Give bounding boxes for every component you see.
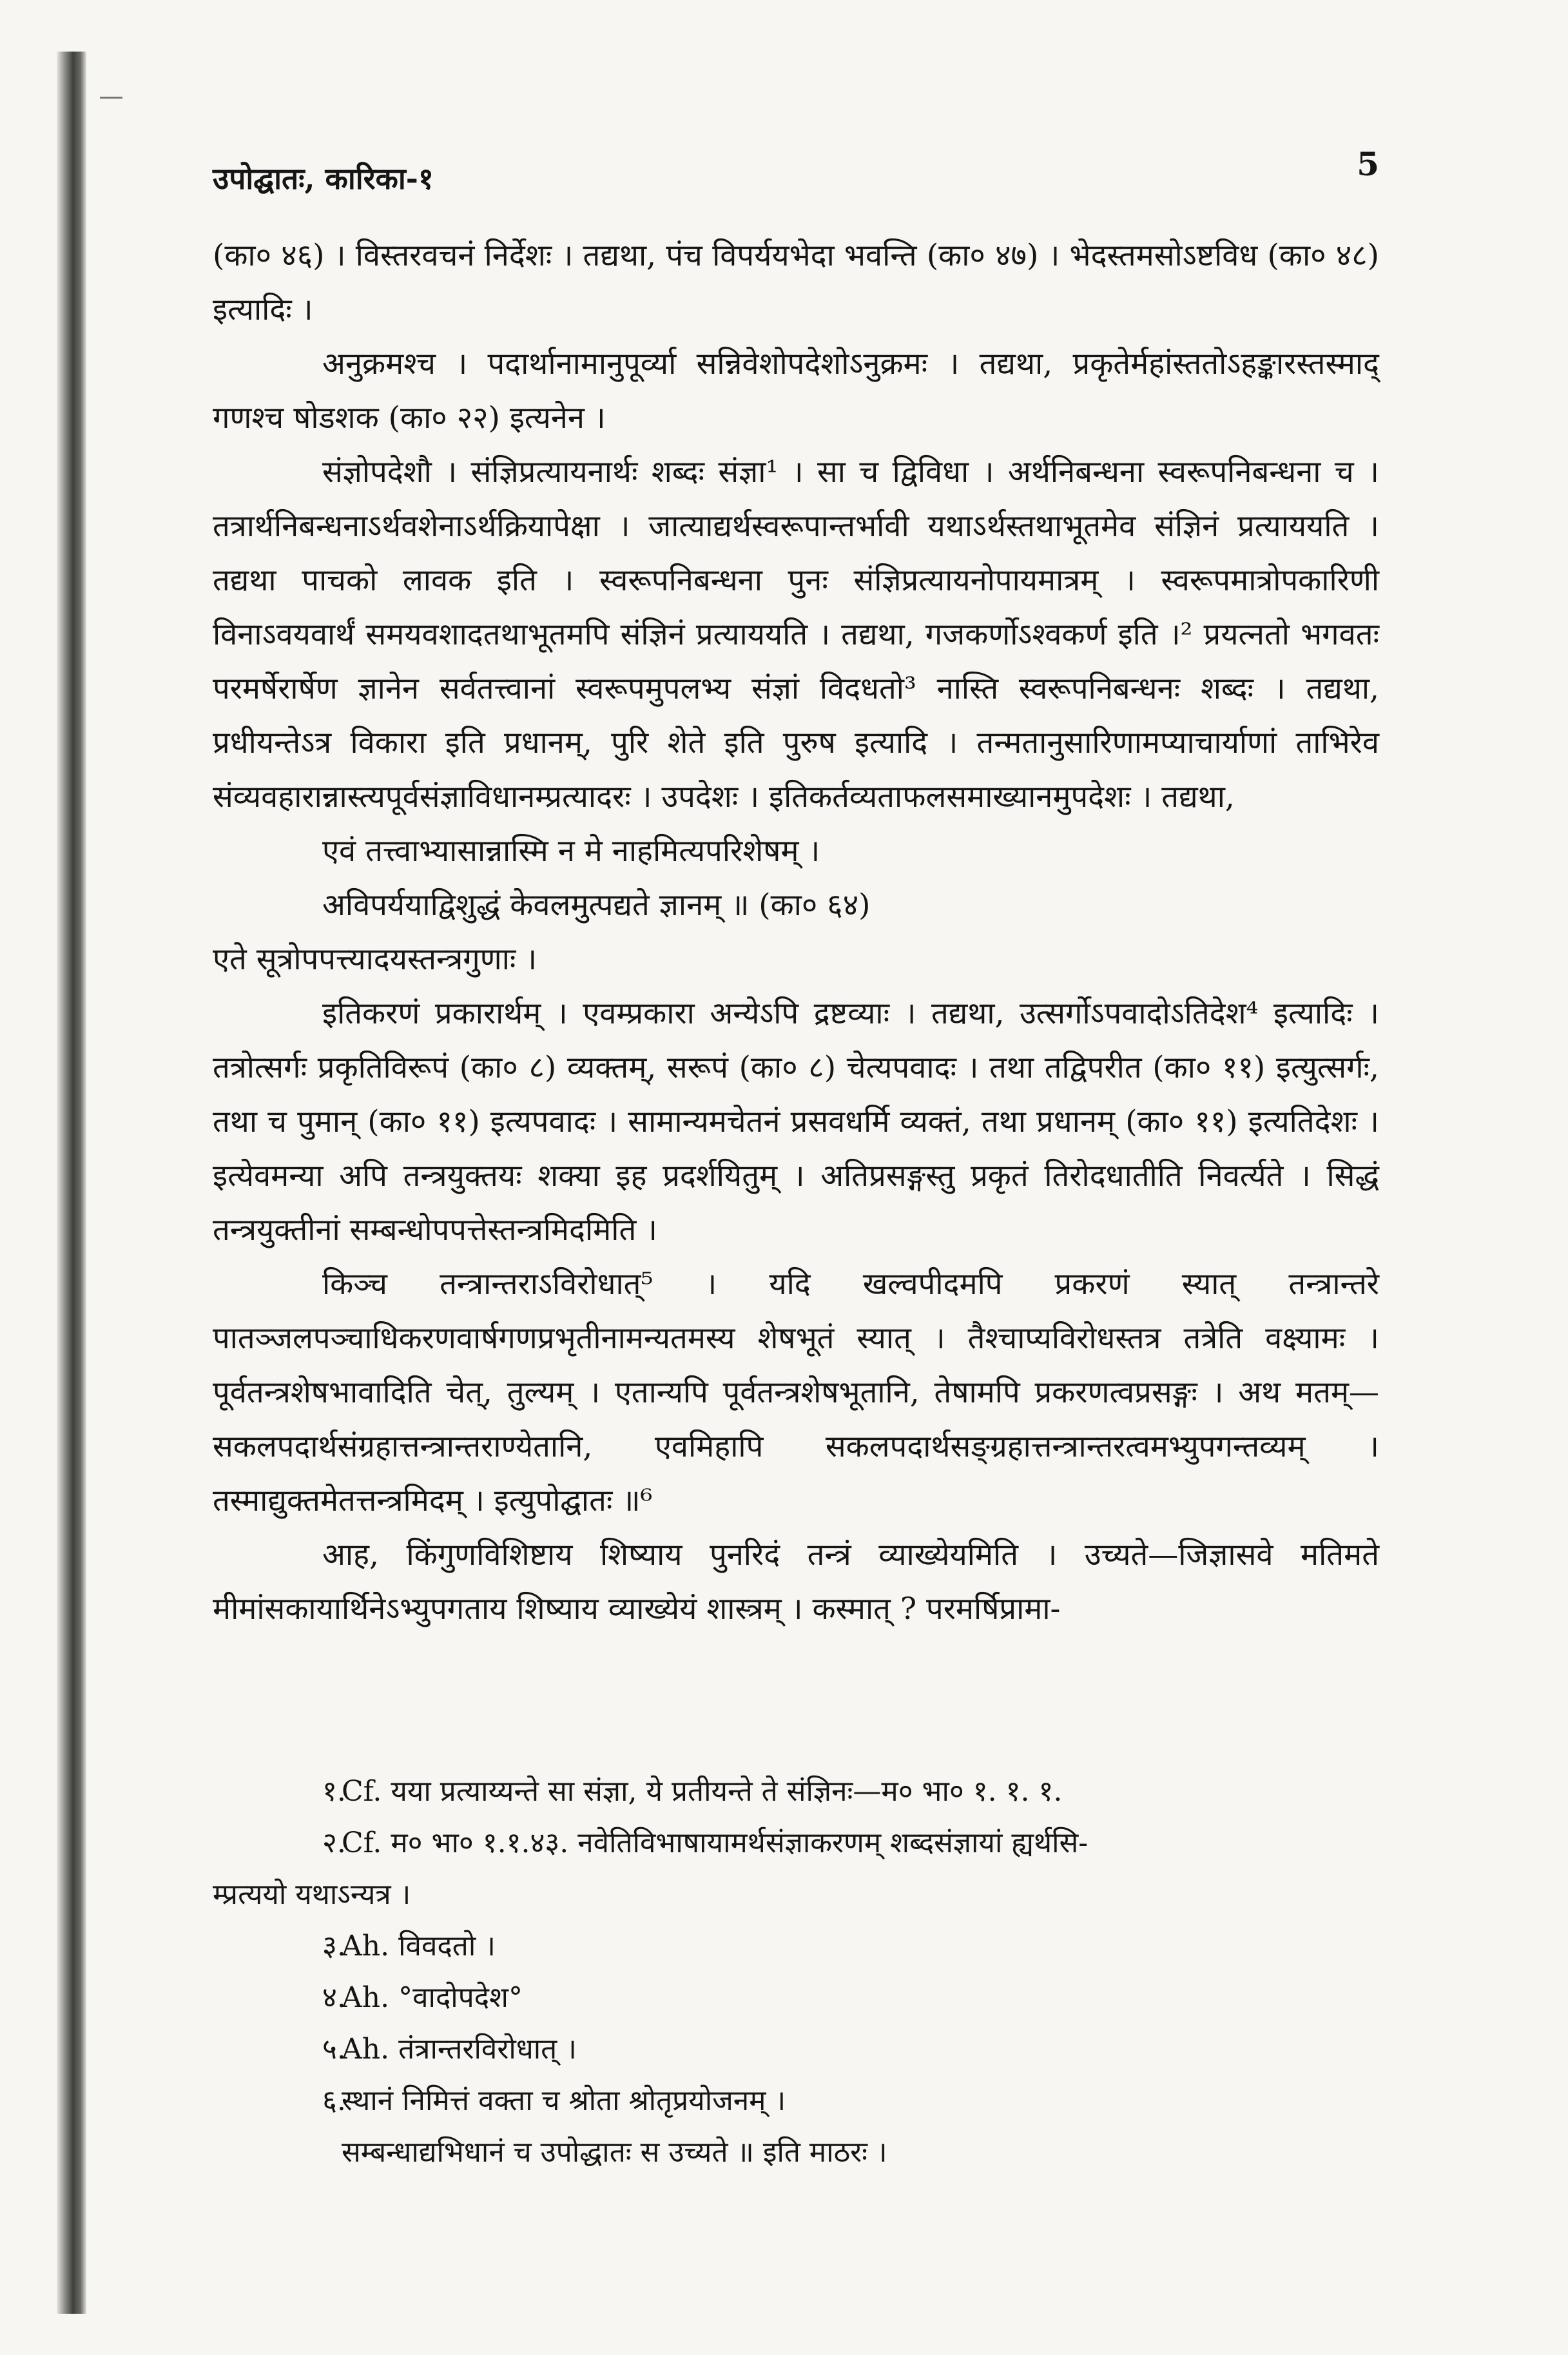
footnote-text: Cf. यया प्रत्याय्यन्ते सा संज्ञा, ये प्रतीयन्ते ते संज्ञिनः—म० भा० १. १. १. <box>342 1775 1063 1808</box>
paragraph: अनुक्रमश्च । पदार्थानामानुपूर्व्या सन्निवेशोपदेशोऽनुक्रमः । तद्यथा, प्रकृतेर्महांस्ततोऽहङ्कारस्तस्माद् गणश्च षोडशक (का० २२) इत्यनेन । <box>213 346 1379 436</box>
page-header <box>213 145 1379 209</box>
paragraph: संज्ञोपदेशौ । संज्ञिप्रत्यायनार्थः शब्दः संज्ञा¹ । सा च द्विविधा । अर्थनिबन्धना स्वरूपनिबन्धना च । तत्रार्थनिबन्धनाऽर्थवशेनाऽर्थक्रियापेक्षा । जात्याद्यर्थस्वरूपान्तर्भावी यथाऽर्थस्तथाभूतमेव संज्ञिनं प्रत्याययति । तद्यथा पाचको लावक इति । स्वरूपनिबन्धना पुनः संज्ञिप्रत्यायनोपायमात्रम् । स्वरूपमात्रोपकारिणी विनाऽवयवार्थं समयवशादतथाभूतमपि संज्ञिनं प्रत्याययति । तद्यथा, गजकर्णोऽश्वकर्ण इति ।² प्रयत्नतो भगवतः परमर्षेरार्षेण ज्ञानेन सर्वतत्त्वानां स्वरूपमुपलभ्य संज्ञां विदधतो³ नास्ति स्वरूपनिबन्धनः शब्दः । तद्यथा, प्रधीयन्तेऽत्र विकारा इति प्रधानम्, पुरि शेते इति पुरुष इत्यादि । तन्मतानुसारिणामप्याचार्याणां ताभिरेव संव्यवहारान्नास्त्यपूर्वसंज्ञाविधानम्प्रत्यादरः । उपदेशः । इतिकर्तव्यताफलसमाख्यानमुपदेशः । तद्यथा, <box>213 454 1379 815</box>
footnote-text: Ah. °वादोपदेश° <box>342 1981 523 2014</box>
footnote <box>213 2024 1379 2075</box>
footnote-number: ५. <box>322 2033 346 2066</box>
footnote-text: स्थानं निमित्तं वक्ता च श्रोता श्रोतृप्रयोजनम् । <box>342 2084 786 2117</box>
paragraph: किञ्च तन्त्रान्तराऽविरोधात्⁵ । यदि खल्वपीदमपि प्रकरणं स्यात् तन्त्रान्तरे पातञ्जलपञ्चाधिकरणवार्षगणप्रभृतीनामन्यतमस्य शेषभूतं स्यात् । तैश्चाप्यविरोधस्तत्र तत्रेति वक्ष्यामः । पूर्वतन्त्रशेषभावादिति चेत्, तुल्यम् । एतान्यपि पूर्वतन्त्रशेषभूतानि, तेषामपि प्रकरणत्वप्रसङ्गः । अथ मतम्—सकलपदार्थसंग्रहात्तन्त्रान्तराण्येतानि, एवमिहापि सकलपदार्थसङ्ग्रहात्तन्त्रान्तरत्वमभ्युपगन्तव्यम् । तस्माद्युक्तमेतत्तन्त्रमिदम् । इत्युपोद्घातः ॥⁶ <box>213 1266 1379 1518</box>
footnote <box>213 1972 1379 2024</box>
footnote-text: Ah. तंत्रान्तरविरोधात् । <box>342 2033 577 2066</box>
footnote-number: २. <box>322 1827 346 1859</box>
footnote <box>213 1921 1379 1972</box>
footnote <box>213 2075 1379 2127</box>
footnote-text: Cf. म० भा० १.१.४३. नवेतिविभाषायामर्थसंज्ञाकरणम् शब्दसंज्ञायां ह्यर्थसि- <box>342 1827 1089 1859</box>
footnote-number: ४. <box>322 1981 346 2014</box>
page-number: 5 <box>1357 145 1379 183</box>
footnotes <box>213 1766 1379 2178</box>
footnote-text: Ah. विवदतो । <box>342 1930 496 1963</box>
footnote <box>213 1817 1379 1869</box>
running-title: उपोद्घातः, कारिका-१ <box>213 161 434 196</box>
verse-line: अविपर्ययाद्विशुद्धं केवलमुत्पद्यते ज्ञानम् ॥ (का० ६४) <box>322 887 871 923</box>
paragraph: इतिकरणं प्रकारार्थम् । एवम्प्रकारा अन्येऽपि द्रष्टव्याः । तद्यथा, उत्सर्गोऽपवादोऽतिदेश⁴ इत्यादिः । तत्रोत्सर्गः प्रकृतिविरूपं (का० ८) व्यक्तम्, सरूपं (का० ८) चेत्यपवादः । तथा तद्विपरीत (का० ११) इत्युत्सर्गः, तथा च पुमान् (का० ११) इत्यपवादः । सामान्यमचेतनं प्रसवधर्मि व्यक्तं, तथा प्रधानम् (का० ११) इत्यतिदेशः । इत्येवमन्या अपि तन्त्रयुक्तयः शक्या इह प्रदर्शयितुम् । अतिप्रसङ्गस्तु प्रकृतं तिरोदधातीति निवर्त्यते । सिद्धं तन्त्रयुक्तीनां सम्बन्धोपपत्तेस्तन्त्रमिदमिति । <box>213 996 1379 1248</box>
paragraph: (का० ४६) । विस्तरवचनं निर्देशः । तद्यथा, पंच विपर्ययभेदा भवन्ति (का० ४७) । भेदस्तमसोऽष्टविध (का० ४८) इत्यादिः । <box>213 238 1379 327</box>
footnote-number: १. <box>322 1775 346 1808</box>
paragraph: एते सूत्रोपपत्त्यादयस्तन्त्रगुणाः । <box>213 942 537 977</box>
footnote-continuation: म्प्रत्ययो यथाऽन्यत्र । <box>213 1878 411 1911</box>
footnote-number: ६. <box>322 2084 346 2117</box>
verse-line: एवं तत्त्वाभ्यासान्नास्मि न मे नाहमित्यपरिशेषम् । <box>322 833 820 869</box>
footnote <box>213 1766 1379 1817</box>
book-binding-shadow <box>57 52 86 2314</box>
footnote-continuation: सम्बन्धाद्यभिधानं च उपोद्धातः स उच्यते ॥ इति माठरः । <box>342 2136 887 2169</box>
binding-mark <box>100 97 122 99</box>
main-text <box>213 229 1379 1636</box>
paragraph: आह, किंगुणविशिष्टाय शिष्याय पुनरिदं तन्त्रं व्याख्येयमिति । उच्यते—जिज्ञासवे मतिमते मीमांसकायार्थिनेऽभ्युपगताय शिष्याय व्याख्येयं शास्त्रम् । कस्मात् ? परमर्षिप्रामा- <box>213 1537 1379 1627</box>
footnote-number: ३. <box>322 1930 346 1963</box>
